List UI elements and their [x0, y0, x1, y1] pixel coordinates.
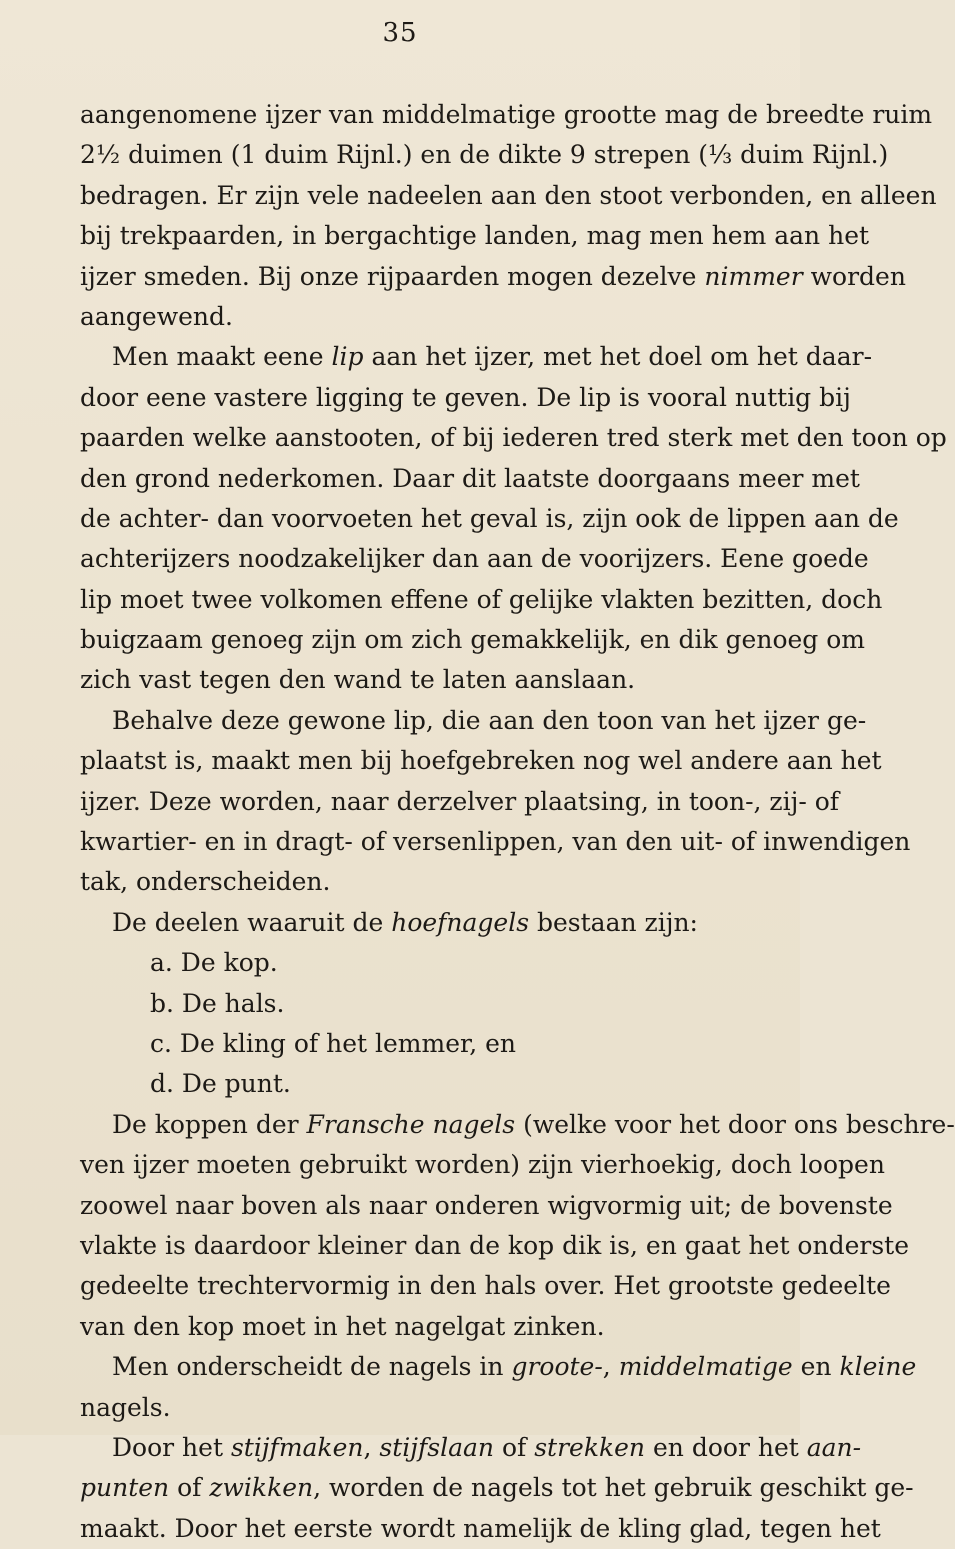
text-line: punten of zwikken, worden de nagels tot het gebruik geschikt ge- [80, 1473, 914, 1503]
text-line: buigzaam genoeg zijn om zich gemakkelijk, en dik genoeg om [80, 625, 865, 655]
text-line: plaatst is, maakt men bij hoefgebreken nog wel andere aan het [80, 746, 882, 776]
text-line: Men onderscheidt de nagels in groote-, middelmatige en kleine [112, 1352, 917, 1382]
page-number: 35 [382, 18, 418, 48]
list-item: d. De punt. [150, 1069, 291, 1099]
text-line: aangewend. [80, 301, 233, 331]
text-line: achterijzers noodzakelijker dan aan de voorijzers. Eene goede [80, 544, 869, 574]
text-line: aangenomene ijzer van middelmatige grootte mag de breedte ruim [80, 100, 933, 129]
list-item: a. De kop. [150, 948, 278, 978]
text-line: door eene vastere ligging te geven. De lip is vooral nuttig bij [80, 382, 851, 412]
list-item: b. De hals. [150, 988, 285, 1018]
text-line: lip moet twee volkomen effene of gelijke vlakten bezitten, doch [80, 584, 883, 614]
text-line: ijzer. Deze worden, naar derzelver plaatsing, in toon-, zij- of [80, 786, 840, 816]
text-line: maakt. Door het eerste wordt namelijk de kling glad, tegen het [80, 1513, 881, 1543]
text-line: De deelen waaruit de hoefnagels bestaan zijn: [112, 907, 698, 937]
text-line: 2½ duimen (1 duim Rijnl.) en de dikte 9 strepen (⅓ duim Rijnl.) [80, 140, 889, 170]
text-line: kwartier- en in dragt- of versenlippen, van den uit- of inwendigen [80, 827, 911, 857]
body-text [80, 95, 955, 1549]
text-line: vlakte is daardoor kleiner dan de kop dik is, en gaat het onderste [80, 1230, 910, 1260]
text-line: van den kop moet in het nagelgat zinken. [80, 1311, 605, 1341]
text-line: gedeelte trechtervormig in den hals over. Het grootste gedeelte [80, 1271, 891, 1301]
text-line: bij trekpaarden, in bergachtige landen, mag men hem aan het [80, 221, 870, 251]
text-line: den grond nederkomen. Daar dit laatste doorgaans meer met [80, 463, 860, 493]
text-line: de achter- dan voorvoeten het geval is, zijn ook de lippen aan de [80, 503, 899, 533]
text-line: ven ijzer moeten gebruikt worden) zijn vierhoekig, doch loopen [80, 1150, 885, 1180]
text-line: Door het stijfmaken, stijfslaan of strekken en door het aan- [112, 1432, 862, 1462]
text-line: Behalve deze gewone lip, die aan den toon van het ijzer ge- [112, 705, 867, 735]
text-line: zich vast tegen den wand te laten aanslaan. [80, 665, 636, 695]
text-line: ijzer smeden. Bij onze rijpaarden mogen dezelve nimmer worden [80, 261, 906, 291]
text-line: bedragen. Er zijn vele nadeelen aan den stoot verbonden, en alleen [80, 180, 937, 210]
text-line: nagels. [80, 1392, 171, 1422]
list-item: c. De kling of het lemmer, en [150, 1028, 517, 1058]
text-line: zoowel naar boven als naar onderen wigvormig uit; de bovenste [80, 1190, 893, 1220]
text-line: paarden welke aanstooten, of bij iederen tred sterk met den toon op [80, 423, 947, 453]
text-line: Men maakt eene lip aan het ijzer, met het doel om het daar- [112, 342, 873, 372]
text-line: tak, onderscheiden. [80, 867, 331, 897]
text-line: De koppen der Fransche nagels (welke voor het door ons beschre- [112, 1109, 955, 1139]
